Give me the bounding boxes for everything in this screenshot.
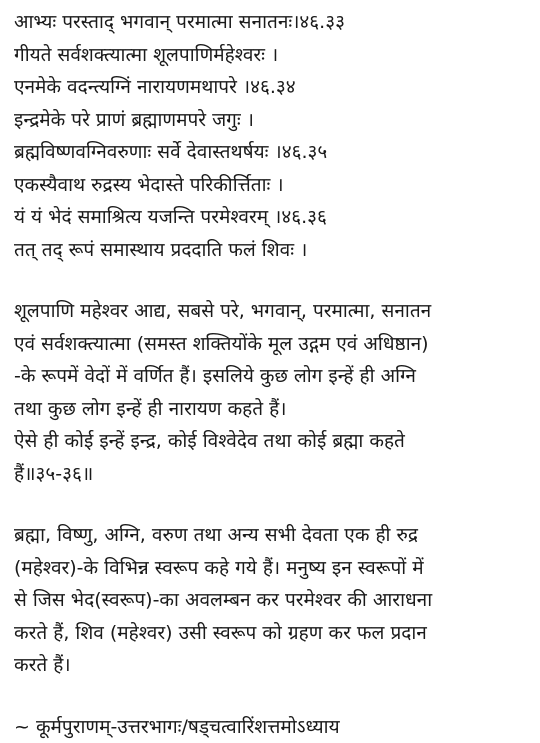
translation-line: ऐसे ही कोई इन्हें इन्द्र, कोई विश्वेदेव तथा कोई ब्रह्मा कहते [14,425,534,458]
translation-line: शूलपाणि महेश्वर आद्य, सबसे परे, भगवान्, परमात्मा, सनातन [14,295,534,328]
paragraph-gap [14,490,534,519]
translation-paragraph-2 [14,519,534,682]
translation-line: से जिस भेद(स्वरूप)-का अवलम्बन कर परमेश्वर की आराधना [14,584,534,617]
verse-line: गीयते सर्वशक्त्यात्मा शूलपाणिर्महेश्वरः । [14,39,534,72]
verse-line: आभ्यः परस्ताद् भगवान् परमात्मा सनातनः।४६.३३ [14,6,534,39]
translation-line: एवं सर्वशक्त्यात्मा (समस्त शक्तियोंके मूल उद्गम एवं अधिष्ठान) [14,328,534,361]
translation-line: तथा कुछ लोग इन्हें ही नारायण कहते हैं। [14,393,534,426]
translation-line: हैं॥३५-३६॥ [14,458,534,491]
sanskrit-verses [14,6,534,266]
translation-line: करते हैं, शिव (महेश्वर) उसी स्वरूप को ग्रहण कर फल प्रदान [14,617,534,650]
verse-line: एनमेके वदन्त्यग्निं नारायणमथापरे ।४६.३४ [14,71,534,104]
verse-line: इन्द्रमेके परे प्राणं ब्रह्माणमपरे जगुः । [14,104,534,137]
source-citation: ~ कूर्मपुराणम्-उत्तरभागः/षड्चत्वारिंशत्तमोऽध्याय [14,711,534,743]
translation-line: ब्रह्मा, विष्णु, अग्नि, वरुण तथा अन्य सभी देवता एक ही रुद्र [14,519,534,552]
document-page [14,6,534,743]
translation-paragraph-1 [14,295,534,490]
translation-line: -के रूपमें वेदों में वर्णित हैं। इसलिये कुछ लोग इन्हें ही अग्नि [14,360,534,393]
translation-line: (महेश्वर)-के विभिन्न स्वरूप कहे गये हैं। मनुष्य इन स्वरूपों में [14,552,534,585]
verse-line: यं यं भेदं समाश्रित्य यजन्ति परमेश्वरम् ।४६.३६ [14,201,534,234]
paragraph-gap [14,682,534,711]
verse-line: एकस्यैवाथ रुद्रस्य भेदास्ते परिकीर्त्तिताः । [14,169,534,202]
verse-line: ब्रह्मविष्णवग्निवरुणाः सर्वे देवास्तथर्षयः ।४६.३५ [14,136,534,169]
paragraph-gap [14,266,534,295]
verse-line: तत् तद् रूपं समास्थाय प्रददाति फलं शिवः । [14,234,534,267]
translation-line: करते हैं। [14,649,534,682]
